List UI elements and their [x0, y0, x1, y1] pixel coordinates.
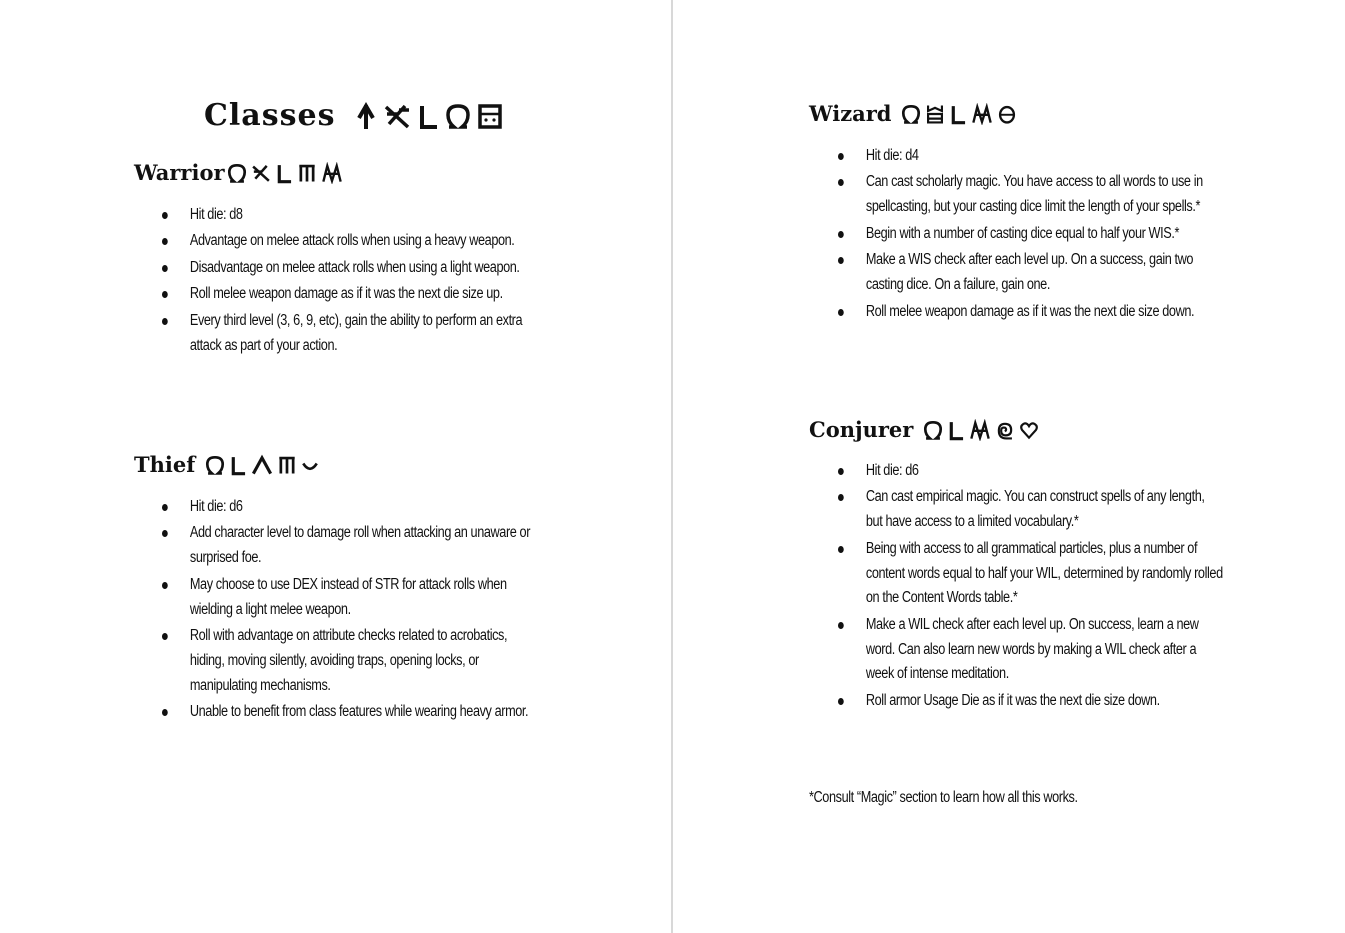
cross-glyph-icon — [251, 162, 271, 184]
list-item: Begin with a number of casting dice equal to half your WIS.* — [838, 222, 1223, 247]
list-item: Hit die: d4 — [838, 144, 1223, 169]
warrior-feature-list — [162, 203, 542, 360]
wizard-conlang-glyphs — [901, 103, 1017, 125]
list-item: Unable to benefit from class features while wearing heavy armor. — [162, 700, 542, 725]
omega-glyph-icon — [923, 419, 943, 441]
crown-glyph-icon — [925, 103, 945, 125]
list-item: Hit die: d8 — [162, 203, 542, 228]
double-a-glyph-icon — [971, 103, 993, 125]
list-item: Can cast empirical magic. You can construct spells of any length, but have access to a limited vocabulary.* — [838, 485, 1223, 535]
ell-glyph-icon — [417, 102, 439, 130]
list-item: Add character level to damage roll when attacking an unaware or surprised foe. — [162, 521, 542, 571]
omega-glyph-icon — [227, 162, 247, 184]
list-item: Advantage on melee attack rolls when using a heavy weapon. — [162, 229, 542, 254]
spiral-glyph-icon — [995, 419, 1015, 441]
gate-glyph-icon — [277, 454, 297, 476]
thief-feature-list — [162, 495, 542, 727]
ell-glyph-icon — [947, 419, 965, 441]
gate-glyph-icon — [297, 162, 317, 184]
section-title-conjurer: Conjurer — [809, 417, 914, 442]
section-heading-wizard — [809, 101, 1017, 126]
list-item: Every third level (3, 6, 9, etc), gain the ability to perform an extra attack as part of your action. — [162, 309, 542, 359]
left-page — [0, 0, 671, 933]
omega-glyph-icon — [445, 102, 471, 130]
conjurer-feature-list — [838, 459, 1223, 715]
warrior-conlang-glyphs — [227, 162, 343, 184]
conjurer-conlang-glyphs — [923, 419, 1039, 441]
list-item: Make a WIL check after each level up. On success, learn a new word. Can also learn new words by making a WIL check after a week of intense meditation. — [838, 613, 1223, 687]
list-item: Being with access to all grammatical particles, plus a number of content words equal to half your WIL, determined by randomly rolled on the Content Words table.* — [838, 537, 1223, 611]
magic-footnote: *Consult “Magic” section to learn how all this works. — [809, 789, 1078, 806]
section-title-warrior: Warrior — [134, 160, 225, 185]
ell-glyph-icon — [275, 162, 293, 184]
section-heading-conjurer — [809, 417, 1039, 442]
box-glyph-icon — [477, 102, 503, 130]
thief-conlang-glyphs — [205, 454, 319, 476]
ell-glyph-icon — [229, 454, 247, 476]
omega-glyph-icon — [205, 454, 225, 476]
list-item: Disadvantage on melee attack rolls when using a light weapon. — [162, 256, 542, 281]
cross-glyph-icon — [383, 102, 411, 130]
list-item: Hit die: d6 — [162, 495, 542, 520]
right-page — [673, 0, 1345, 933]
section-title-wizard: Wizard — [809, 101, 892, 126]
list-item: Hit die: d6 — [838, 459, 1223, 484]
double-a-glyph-icon — [321, 162, 343, 184]
document-title — [204, 98, 503, 133]
caret-glyph-icon — [251, 454, 273, 476]
title-conlang-glyphs — [355, 102, 503, 130]
list-item: Can cast scholarly magic. You have access to all words to use in spellcasting, but your casting dice limit the length of your spells.* — [838, 170, 1223, 220]
double-a-glyph-icon — [969, 419, 991, 441]
section-title-thief: Thief — [134, 452, 196, 477]
omega-glyph-icon — [901, 103, 921, 125]
section-heading-thief — [134, 452, 319, 477]
cup-glyph-icon — [301, 454, 319, 476]
list-item: Roll melee weapon damage as if it was the next die size up. — [162, 282, 542, 307]
list-item: Roll melee weapon damage as if it was the next die size down. — [838, 300, 1223, 325]
document-title-text: Classes — [204, 98, 336, 133]
list-item: Roll armor Usage Die as if it was the next die size down. — [838, 689, 1223, 714]
theta-glyph-icon — [997, 103, 1017, 125]
section-heading-warrior — [134, 160, 343, 185]
wizard-feature-list — [838, 144, 1223, 326]
arrow-glyph-icon — [355, 102, 377, 130]
list-item: Make a WIS check after each level up. On a success, gain two casting dice. On a failure, gain one. — [838, 248, 1223, 298]
list-item: May choose to use DEX instead of STR for attack rolls when wielding a light melee weapon. — [162, 573, 542, 623]
ell-glyph-icon — [949, 103, 967, 125]
heart-glyph-icon — [1019, 419, 1039, 441]
list-item: Roll with advantage on attribute checks related to acrobatics, hiding, moving silently, avoiding traps, opening locks, or manipulating mechanisms. — [162, 624, 542, 698]
